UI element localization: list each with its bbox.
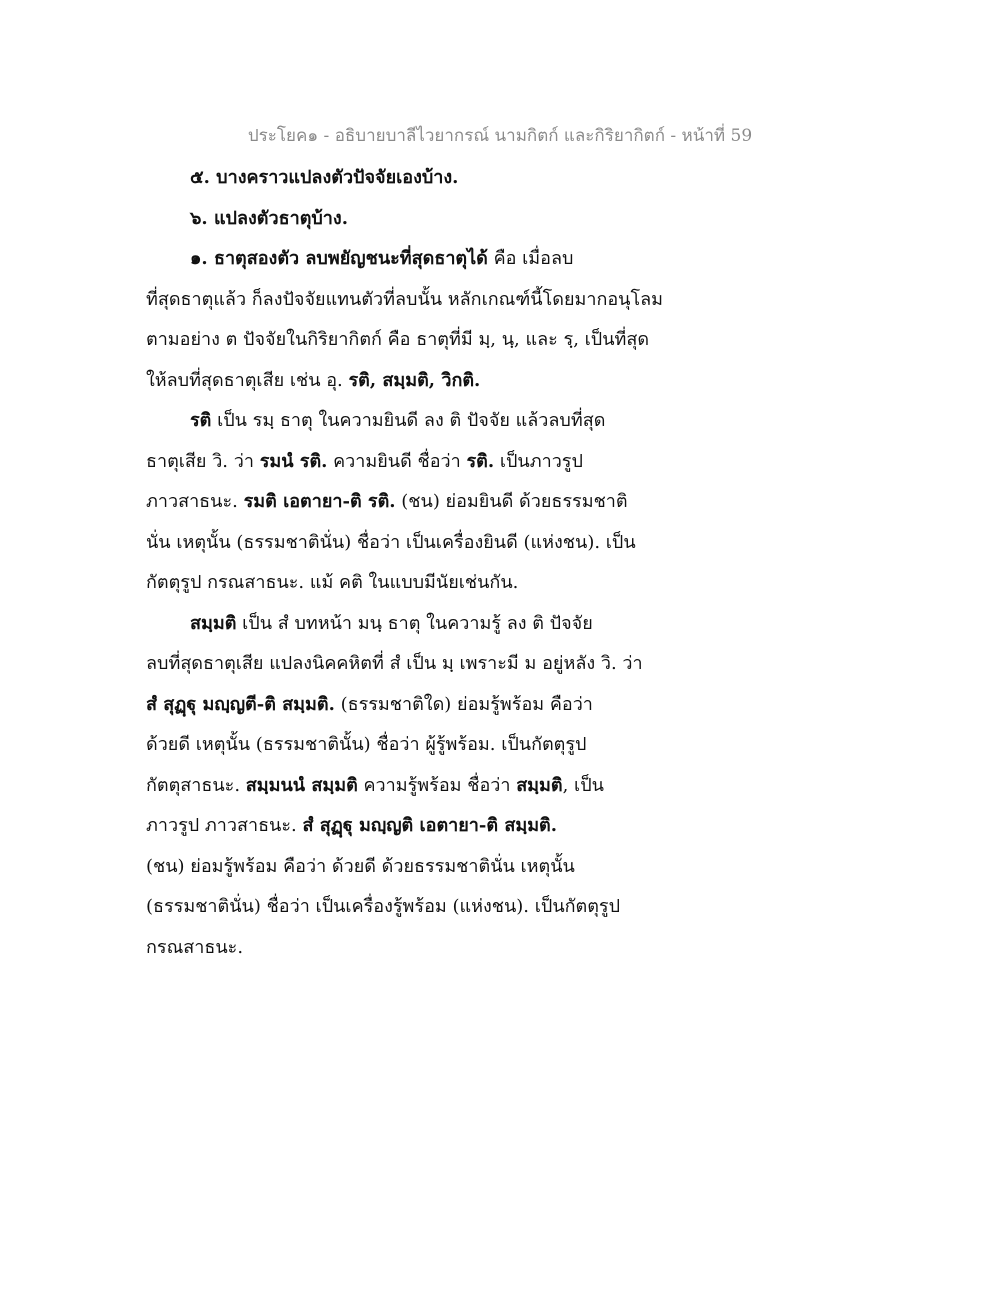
text-line: [146, 766, 706, 807]
text-line: [146, 523, 706, 564]
text-line: [146, 482, 706, 523]
bold-term: รติ: [190, 410, 212, 431]
text-segment: คือ เมื่อลบ: [487, 248, 574, 269]
text-segment: (ธรรมชาตินั่น) ชื่อว่า เป็นเครื่องรู้พร้อม (แห่งชน). เป็นกัตตุรูป: [146, 896, 621, 917]
bold-term: สํ สุฏฺฐุ มญฺญติ เอตายา-ติ สมฺมติ.: [302, 815, 558, 836]
text-segment: ลบที่สุดธาตุเสีย แปลงนิคคหิตที่ สํ เป็น มฺ เพราะมี ม อยู่หลัง วิ. ว่า: [146, 653, 643, 674]
text-segment: เป็นภาวรูป: [494, 450, 583, 472]
bold-term: รมนํ รติ.: [259, 450, 328, 472]
text-line: [146, 806, 706, 847]
text-line: [146, 847, 706, 888]
page-header: ประโยค๑ - อธิบายบาลีไวยากรณ์ นามกิตก์ และกิริยากิตก์ - หน้าที่ 59: [247, 126, 753, 146]
text-line: [146, 158, 706, 199]
text-line: [146, 442, 706, 483]
text-segment: (ชน) ย่อมยินดี ด้วยธรรมชาติ: [395, 491, 628, 512]
text-segment: ที่สุดธาตุแล้ว ก็ลงปัจจัยแทนตัวที่ลบนั้น หลักเกณฑ์นี้โดยมากอนุโลม: [146, 288, 664, 310]
bold-term: ๖. แปลงตัวธาตุบ้าง.: [190, 207, 348, 229]
text-line: [146, 725, 706, 766]
text-line: [146, 199, 706, 240]
bold-term: สมฺมนนํ สมฺมติ: [245, 774, 358, 796]
text-segment: กัตตุสาธนะ.: [146, 774, 246, 796]
text-segment: ธาตุเสีย วิ. ว่า: [146, 450, 260, 472]
text-segment: ด้วยดี เหตุนั้น (ธรรมชาตินั้น) ชื่อว่า ผู้รู้พร้อม. เป็นกัตตุรูป: [146, 734, 587, 755]
bold-term: รติ, สมฺมติ, วิกติ.: [348, 369, 481, 391]
text-segment: ภาวรูป ภาวสาธนะ.: [146, 815, 303, 836]
text-line: [146, 644, 706, 685]
bold-term: สมฺมติ: [516, 774, 563, 796]
text-line: [146, 563, 706, 604]
bold-term: รติ.: [466, 450, 495, 472]
text-segment: นั่น เหตุนั้น (ธรรมชาตินั่น) ชื่อว่า เป็นเครื่องยินดี (แห่งชน). เป็น: [146, 531, 636, 553]
text-line: [146, 887, 706, 928]
text-line: [146, 685, 706, 726]
bold-term: สมฺมติ: [190, 612, 237, 634]
text-segment: กรณสาธนะ.: [146, 936, 244, 958]
body-text: [146, 158, 706, 968]
text-segment: , เป็น: [562, 774, 604, 796]
text-segment: (ชน) ย่อมรู้พร้อม คือว่า ด้วยดี ด้วยธรรมชาตินั่น เหตุนั้น: [146, 855, 575, 877]
text-line: [146, 280, 706, 321]
bold-term: ๕. บางคราวแปลงตัวปัจจัยเองบ้าง.: [190, 167, 459, 188]
text-segment: ให้ลบที่สุดธาตุเสีย เช่น อุ.: [146, 369, 349, 391]
text-line: [146, 401, 706, 442]
text-segment: เป็น สํ บทหน้า มนฺ ธาตุ ในความรู้ ลง ติ ปัจจัย: [236, 612, 593, 634]
bold-term: ๑. ธาตุสองตัว ลบพยัญชนะที่สุดธาตุได้: [190, 248, 488, 269]
text-line: [146, 361, 706, 402]
text-line: [146, 239, 706, 280]
text-segment: ความยินดี ชื่อว่า: [327, 450, 467, 472]
text-segment: ตามอย่าง ต ปัจจัยในกิริยากิตก์ คือ ธาตุที่มี มฺ, นฺ, และ รฺ, เป็นที่สุด: [146, 329, 650, 350]
text-segment: เป็น รมฺ ธาตุ ในความยินดี ลง ติ ปัจจัย แล้วลบที่สุด: [211, 410, 606, 431]
bold-term: สํ สุฏฺฐุ มญฺญตี-ติ สมฺมติ.: [146, 693, 335, 715]
text-segment: ความรู้พร้อม ชื่อว่า: [357, 774, 517, 796]
text-segment: (ธรรมชาติใด) ย่อมรู้พร้อม คือว่า: [334, 693, 593, 715]
text-segment: ภาวสาธนะ.: [146, 491, 244, 512]
text-line: [146, 604, 706, 645]
bold-term: รมติ เอตายา-ติ รติ.: [243, 491, 396, 512]
text-segment: กัตตุรูป กรณสาธนะ. แม้ คติ ในแบบมีนัยเช่นกัน.: [146, 572, 519, 593]
text-line: [146, 320, 706, 361]
text-line: [146, 928, 706, 969]
